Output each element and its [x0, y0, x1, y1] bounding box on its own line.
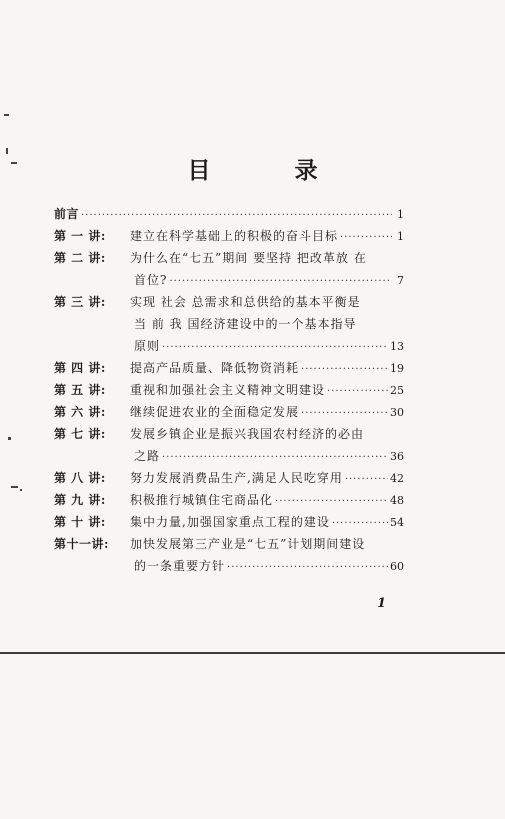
entry-title: 发展乡镇企业是振兴我国农村经济的必由 [130, 427, 365, 441]
entry-number: 第 一 讲: [54, 229, 106, 243]
entry-number: 第 四 讲: [54, 361, 106, 375]
entry-number: 第十一讲: [54, 537, 109, 551]
entry-title: 提高产品质量、降低物资消耗 [130, 361, 300, 375]
page-number: 1 [397, 208, 404, 221]
entry-number: 前言 [54, 207, 80, 221]
page-number: 1 [397, 230, 404, 243]
entry-title: 努力发展消费品生产,满足人民吃穿用 [130, 471, 343, 485]
entry-number: 第 二 讲: [54, 251, 106, 265]
page-number: 7 [397, 274, 404, 287]
entry-number: 第 七 讲: [54, 427, 106, 441]
entry-title: 重视和加强社会主义精神文明建设 [130, 383, 326, 397]
entry-title-continued: 的一条重要方针 [134, 559, 226, 573]
entry-title: 积极推行城镇住宅商品化 [130, 493, 274, 507]
folio-page-number: 1 [377, 596, 387, 611]
entry-number: 第 六 讲: [54, 405, 106, 419]
page-number: 54 [390, 516, 404, 529]
entry-title-continued: 之路 [134, 449, 161, 463]
entry-title: 继续促进农业的全面稳定发展 [130, 405, 300, 419]
page-number: 42 [390, 472, 404, 485]
page-title: 目 录 [187, 157, 356, 184]
entry-title: 实现 社会 总需求和总供给的基本平衡是 [130, 295, 361, 309]
entry-title: 集中力量,加强国家重点工程的建设 [130, 515, 330, 529]
page-number: 19 [390, 362, 404, 375]
page-number: 60 [390, 560, 404, 573]
entry-title: 建立在科学基础上的积极的奋斗目标 [130, 229, 339, 243]
entry-number: 第 八 讲: [54, 471, 106, 485]
entry-title: 为什么在“七五”期间 要坚持 把改革放 在 [130, 251, 367, 265]
page-number: 48 [390, 494, 404, 507]
entry-title: 加快发展第三产业是“七五”计划期间建设 [130, 537, 366, 551]
entry-number: 第 十 讲: [54, 515, 106, 529]
page-number: 25 [390, 384, 404, 397]
entry-number: 第 九 讲: [54, 493, 106, 507]
page-number: 30 [390, 406, 404, 419]
entry-title-continued: 当 前 我 国经济建设中的一个基本指导 [134, 317, 357, 331]
page-number: 36 [390, 450, 404, 463]
entry-title-continued: 原则 [134, 339, 161, 353]
entry-number: 第 五 讲: [54, 383, 106, 397]
page-number: 13 [390, 340, 404, 353]
entry-title-continued: 首位? [134, 273, 168, 287]
entry-number: 第 三 讲: [54, 295, 106, 309]
